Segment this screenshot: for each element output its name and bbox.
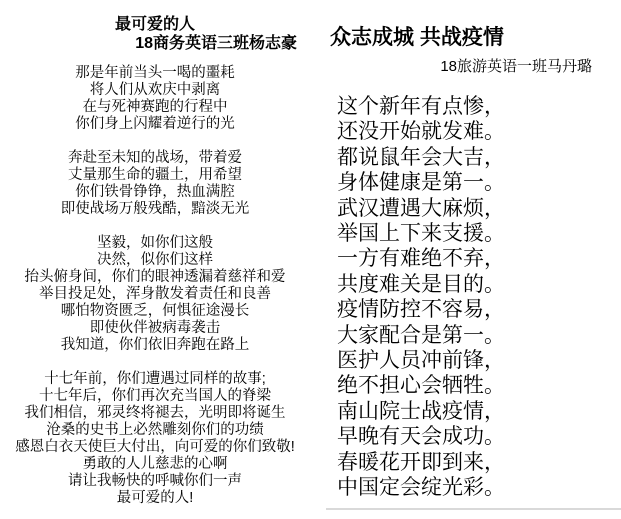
- poem-line: 中国定会绽光彩。: [337, 476, 505, 500]
- poem-line: 大家配合是第一。: [337, 323, 505, 347]
- poem-line: 春暖花开即到来，: [337, 450, 505, 474]
- poem-line: 决然，似你们这样: [97, 252, 213, 268]
- poem-line: 十七年前，你们遭遇过同样的故事;: [44, 371, 266, 387]
- poem-line: 最可爱的人!: [116, 490, 194, 506]
- poem-line: 你们身上闪耀着逆行的光: [75, 116, 235, 132]
- right-poem-column: [310, 0, 621, 501]
- poem-line: 将人们从欢庆中剥离: [89, 82, 221, 98]
- poem-line: 你们铁骨铮铮，热血满腔: [75, 184, 235, 200]
- poem-line: 早晚有天会成功。: [337, 425, 505, 449]
- poem-line: 还没开始就发难。: [337, 120, 505, 144]
- poem-line: 哪怕物资匮乏，何惧征途漫长: [60, 303, 250, 319]
- poem-line: 共度难关是目的。: [337, 272, 505, 296]
- left-poem-stanza-4: [0, 371, 310, 507]
- poem-line: 疫情防控不容易，: [337, 298, 505, 322]
- poem-line: 一方有难绝不弃，: [337, 247, 505, 271]
- poem-line: 举国上下来支援。: [337, 222, 505, 246]
- poem-line: 勇敢的人儿慈悲的心啊: [82, 456, 228, 472]
- poem-line: 我知道，你们依旧奔跑在路上: [60, 337, 250, 353]
- left-poem-stanza-3: [0, 235, 310, 354]
- poem-line: 绝不担心会牺牲。: [337, 374, 505, 398]
- poem-line: 举目投足处，浑身散发着责任和良善: [39, 286, 271, 302]
- left-poem-title: 最可爱的人: [114, 16, 195, 33]
- poem-line: 医护人员冲前锋，: [337, 349, 505, 373]
- poem-line: 身体健康是第一。: [337, 171, 505, 195]
- page-edge-rule: [326, 508, 621, 510]
- poem-line: 丈量那生命的疆土，用希望: [68, 167, 242, 183]
- poem-line: 这个新年有点惨，: [337, 95, 505, 118]
- left-poem-column: [0, 0, 310, 507]
- poem-line: 十七年后，你们再次充当国人的脊梁: [39, 388, 271, 404]
- poem-line: 那是年前当头一喝的噩耗: [75, 65, 235, 81]
- right-poem-author: 18旅游英语一班马丹璐: [440, 58, 592, 75]
- poem-line: 沧桑的史书上必然雕刻你们的功绩: [46, 422, 264, 438]
- poem-line: 即使战场万般残酷，黯淡无光: [60, 201, 250, 217]
- poem-line: 武汉遭遇大麻烦，: [337, 196, 505, 220]
- poem-line: 我们相信，邪灵终将褪去，光明即将诞生: [24, 405, 286, 421]
- poem-line: 即使伙伴被病毒袭击: [89, 320, 221, 336]
- left-poem-stanza-2: [0, 150, 310, 218]
- poem-line: 南山院士战疫情，: [337, 399, 505, 423]
- poem-line: 都说鼠年会大吉，: [337, 145, 505, 169]
- poem-line: 在与死神赛跑的行程中: [82, 99, 228, 115]
- poem-line: 感恩白衣天使巨大付出，向可爱的你们致敬!: [15, 439, 295, 455]
- poem-line: 抬头俯身间，你们的眼神透漏着慈祥和爱: [24, 269, 286, 285]
- left-poem-stanza-1: [0, 65, 310, 133]
- left-poem-author: 18商务英语三班杨志豪: [135, 35, 297, 52]
- poem-line: 坚毅，如你们这般: [97, 235, 213, 251]
- right-poem-title: 众志成城 共战疫情: [330, 26, 504, 49]
- poem-line: 请让我畅快的呼喊你们一声: [68, 473, 242, 489]
- poem-line: 奔赴至未知的战场，带着爱: [68, 150, 242, 166]
- right-poem-body: [310, 94, 621, 501]
